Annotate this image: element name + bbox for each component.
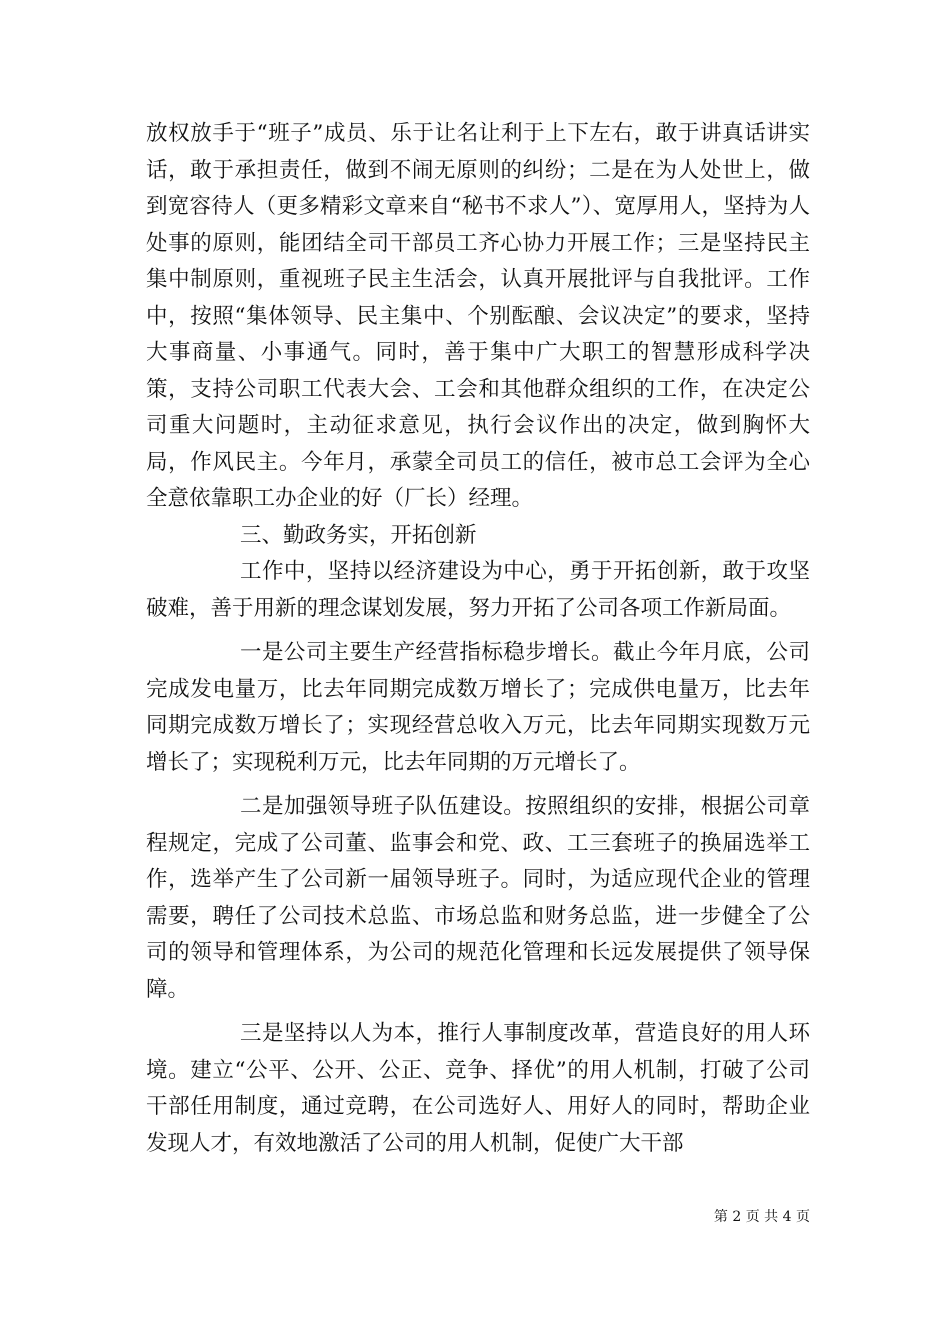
- paragraph-4: 二是加强领导班子队伍建设。按照组织的安排，根据公司章程规定，完成了公司董、监事会和党、政、工三套班子的换届选举工作，选举产生了公司新一届领导班子。同时，为适应现代企业的管理需要，聘任了公司技术总监、市场总监和财务总监，进一步健全了公司的领导和管理体系，为公司的规范化管理和长远发展提供了领导保障。: [146, 794, 810, 1002]
- page-number: 第 2 页 共 4 页: [713, 1209, 810, 1225]
- section-heading: 三、勤政务实，开拓创新: [240, 522, 477, 548]
- document-body: [146, 116, 810, 1162]
- paragraph-2: 工作中，坚持以经济建设为中心，勇于开拓创新，敢于攻坚破难，善于用新的理念谋划发展，努力开拓了公司各项工作新局面。: [146, 559, 810, 621]
- paragraph-3: 一是公司主要生产经营指标稳步增长。截止今年月底，公司完成发电量万，比去年同期完成数万增长了；完成供电量万，比去年同期完成数万增长了；实现经营总收入万元，比去年同期实现数万元增长了；实现税利万元，比去年同期的万元增长了。: [146, 640, 810, 775]
- paragraph-5: 三是坚持以人为本，推行人事制度改革，营造良好的用人环境。建立“公平、公开、公正、竞争、择优”的用人机制，打破了公司干部任用制度，通过竞聘，在公司选好人、用好人的同时，帮助企业发现人才，有效地激活了公司的用人机制，促使广大干部: [146, 1021, 810, 1156]
- paragraph-1: 放权放手于“班子”成员、乐于让名让利于上下左右，敢于讲真话讲实话，敢于承担责任，做到不闹无原则的纠纷；二是在为人处世上，做到宽容待人（更多精彩文章来自“秘书不求人”）、宽厚用人，坚持为人处事的原则，能团结全司干部员工齐心协力开展工作；三是坚持民主集中制原则，重视班子民主生活会，认真开展批评与自我批评。工作中，按照“集体领导、民主集中、个别酝酿、会议决定”的要求，坚持大事商量、小事通气。同时，善于集中广大职工的智慧形成科学决策，支持公司职工代表大会、工会和其他群众组织的工作，在决定公司重大问题时，主动征求意见，执行会议作出的决定，做到胸怀大局，作风民主。今年月，承蒙全司员工的信任，被市总工会评为全心全意依靠职工办企业的好（厂长）经理。: [146, 121, 810, 511]
